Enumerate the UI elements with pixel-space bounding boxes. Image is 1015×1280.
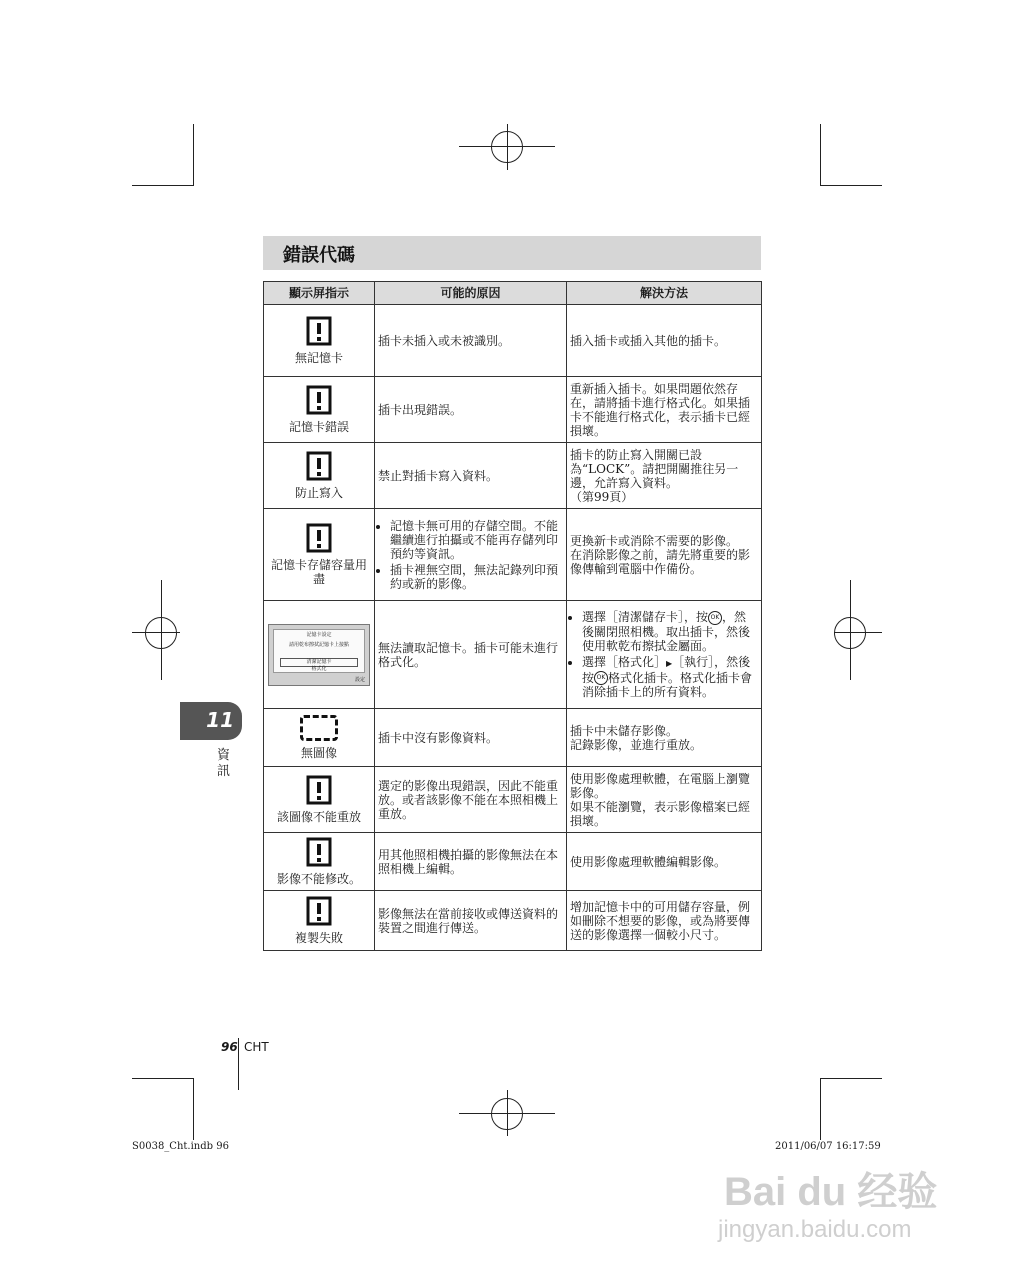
print-slug-file: S0038_Cht.indb 96 <box>132 1141 229 1152</box>
watermark-logo: Bai du 经验 <box>724 1170 938 1214</box>
table-row <box>264 891 762 951</box>
solution-text: 如果不能瀏覽，表示影像檔案已經損壞。 <box>570 799 751 828</box>
table-row <box>264 377 762 443</box>
display-label: 記憶卡錯誤 <box>288 420 349 434</box>
page-divider <box>238 1038 239 1090</box>
list-item: • 插卡裡無空間，無法記錄列印預約或新的影像。 <box>390 563 563 591</box>
page-language: CHT <box>244 1040 269 1054</box>
solution-cell <box>567 767 762 833</box>
ok-button-icon: OK <box>708 611 722 625</box>
solution-text: 更換新卡或消除不需要的影像。 <box>570 533 739 548</box>
page-number: 96 <box>221 1040 238 1054</box>
crop-mark <box>193 124 194 186</box>
display-cell <box>264 767 375 833</box>
cause-cell: 用其他照相機拍攝的影像無法在本照相機上編輯。 <box>375 833 567 891</box>
solution-list <box>570 610 758 699</box>
card-exclamation-icon <box>304 316 334 346</box>
solution-text: ［執行］，然後按 <box>582 654 751 685</box>
lcd-option-clean: 清潔記憶卡 <box>280 658 358 667</box>
cause-cell: 插卡出現錯誤。 <box>375 377 567 443</box>
chapter-tab <box>180 702 242 740</box>
table-row <box>264 833 762 891</box>
solution-text: ，然後關閉照相機。取出插卡，然後使用軟乾布擦拭金屬面。 <box>582 610 751 653</box>
error-code-table <box>263 281 762 951</box>
crop-mark <box>132 185 194 186</box>
ok-button-icon: OK <box>594 671 608 685</box>
solution-text: 選擇［清潔儲存卡］，按 <box>582 610 709 624</box>
table-row <box>264 767 762 833</box>
cause-cell <box>375 509 567 601</box>
lcd-title: 記憶卡設定 <box>306 631 332 638</box>
card-exclamation-icon <box>304 775 334 805</box>
display-label: 防止寫入 <box>294 486 343 500</box>
cause-cell: 選定的影像出現錯誤，因此不能重放。或者該影像不能在本照相機上重放。 <box>375 767 567 833</box>
section-title-bar <box>263 236 761 270</box>
display-cell <box>264 601 375 709</box>
table-row <box>264 709 762 767</box>
display-label: 該圖像不能重放 <box>276 810 361 824</box>
solution-cell <box>567 443 762 509</box>
cause-list <box>378 519 563 591</box>
watermark-url: jingyan.baidu.com <box>718 1216 912 1243</box>
display-cell <box>264 833 375 891</box>
display-cell <box>264 509 375 601</box>
display-cell <box>264 891 375 951</box>
cause-cell: 影像無法在當前接收或傳送資料的裝置之間進行傳送。 <box>375 891 567 951</box>
solution-text: 使用影像處理軟體，在電腦上瀏覽影像。 <box>570 771 751 800</box>
table-row <box>264 305 762 377</box>
display-label: 記憶卡存儲容量用盡 <box>270 558 367 586</box>
solution-cell: 重新插入插卡。如果問題依然存在，請將插卡進行格式化。如果插卡不能進行格式化，表示插卡已經損壞。 <box>567 377 762 443</box>
solution-text: 選擇［格式化］ <box>582 654 667 669</box>
cause-cell: 禁止對插卡寫入資料。 <box>375 443 567 509</box>
list-item <box>582 610 758 653</box>
cause-cell: 插卡未插入或未被識別。 <box>375 305 567 377</box>
table-header-row <box>264 282 762 305</box>
list-item <box>582 655 758 700</box>
solution-text: 格式化插卡。格式化插卡會消除插卡上的所有資料。 <box>582 670 753 699</box>
section-title: 錯誤代碼 <box>283 245 355 266</box>
crop-mark <box>820 1078 821 1140</box>
chapter-name: 資訊 <box>217 748 231 779</box>
card-exclamation-icon <box>304 896 334 926</box>
arrow-right-icon: ▶ <box>666 658 673 668</box>
display-cell <box>264 443 375 509</box>
solution-text: 記錄影像，並進行重放。 <box>570 737 703 752</box>
card-exclamation-icon <box>304 451 334 481</box>
header-display: 顯示屏指示 <box>264 282 375 305</box>
list-item: • 記憶卡無可用的存儲空間。不能繼續進行拍攝或不能再存儲列印預約等資訊。 <box>390 519 563 561</box>
solution-text: 插卡中未儲存影像。 <box>570 723 679 738</box>
display-label: 無圖像 <box>300 746 337 760</box>
print-slug-date: 2011/06/07 16:17:59 <box>775 1141 881 1152</box>
table-row <box>264 443 762 509</box>
crop-mark <box>820 1078 882 1079</box>
crop-mark <box>820 124 821 186</box>
display-cell <box>264 305 375 377</box>
display-cell <box>264 709 375 767</box>
card-exclamation-icon <box>304 385 334 415</box>
card-exclamation-icon <box>304 837 334 867</box>
lcd-set-label: 設定 <box>354 676 365 683</box>
display-cell <box>264 377 375 443</box>
solution-text: 在消除影像之前，請先將重要的影像傳輸到電腦中作備份。 <box>570 547 751 576</box>
crop-mark <box>132 1078 194 1079</box>
lcd-screen-panel <box>273 629 365 673</box>
solution-cell <box>567 709 762 767</box>
display-label: 複製失敗 <box>294 931 343 945</box>
header-solution: 解決方法 <box>567 282 762 305</box>
display-label: 影像不能修改。 <box>276 872 361 886</box>
cause-cell: 插卡中沒有影像資料。 <box>375 709 567 767</box>
solution-cell <box>567 509 762 601</box>
table-row <box>264 601 762 709</box>
cause-cell: 無法讀取記憶卡。插卡可能未進行格式化。 <box>375 601 567 709</box>
solution-cell: 插入插卡或插入其他的插卡。 <box>567 305 762 377</box>
solution-cell: 增加記憶卡中的可用儲存容量，例如刪除不想要的影像，或為將要傳送的影像選擇一個較小尺寸。 <box>567 891 762 951</box>
table-row <box>264 509 762 601</box>
page-reference: （第99頁） <box>570 489 634 504</box>
solution-text: 插卡的防止寫入開關已設為“LOCK”。請把開關推往另一邊，允許寫入資料。 <box>570 447 739 490</box>
lcd-screen-image <box>268 624 370 686</box>
crop-mark <box>820 185 882 186</box>
solution-cell <box>567 601 762 709</box>
no-picture-icon <box>300 715 338 741</box>
header-cause: 可能的原因 <box>375 282 567 305</box>
card-exclamation-icon <box>304 523 334 553</box>
lcd-message: 請用乾布擦拭記憶卡上接點 <box>288 641 349 648</box>
crop-mark <box>193 1078 194 1140</box>
display-label: 無記憶卡 <box>294 351 343 365</box>
solution-cell: 使用影像處理軟體編輯影像。 <box>567 833 762 891</box>
chapter-number: 11 <box>206 708 234 732</box>
lcd-option-format: 格式化 <box>311 665 327 672</box>
